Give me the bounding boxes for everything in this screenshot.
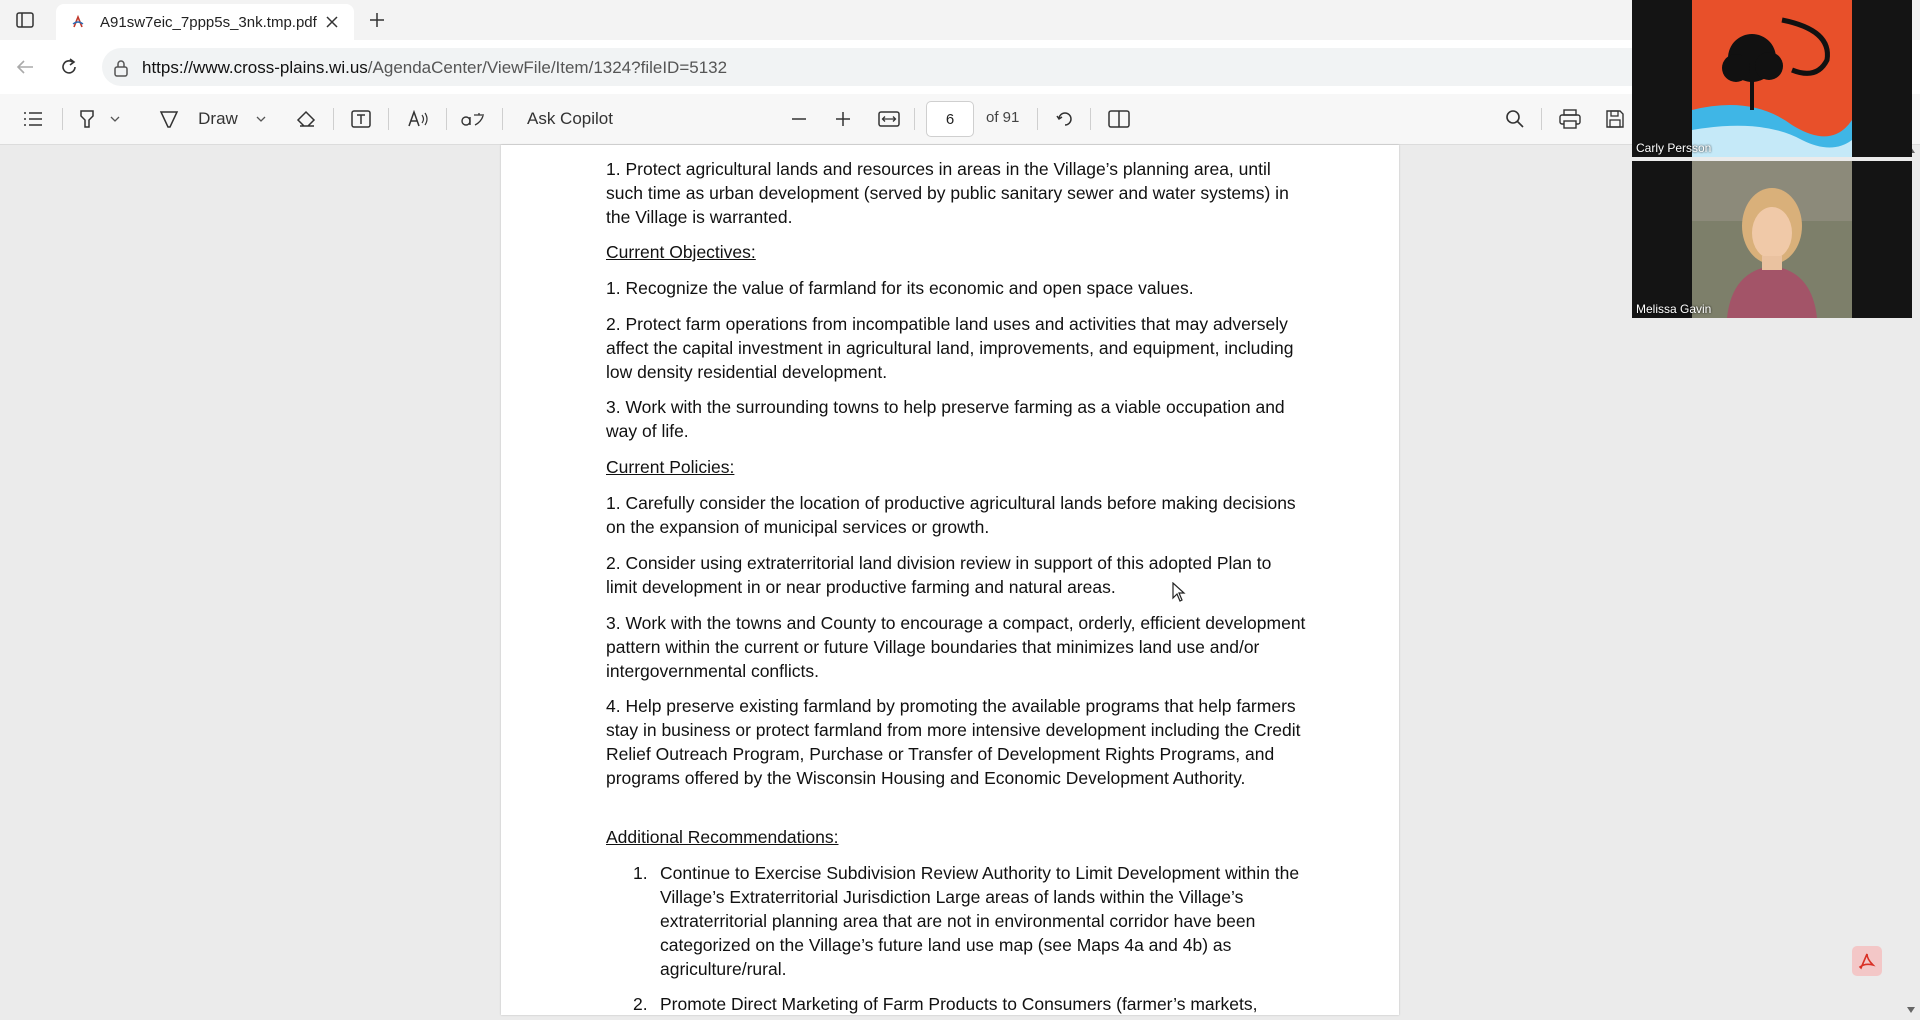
zoom-out-icon[interactable]: [786, 106, 812, 132]
refresh-icon[interactable]: [56, 54, 82, 80]
draw-button[interactable]: Draw: [198, 109, 238, 128]
highlight-icon[interactable]: [74, 106, 100, 132]
rotate-icon[interactable]: [1052, 106, 1078, 132]
heading-current-objectives: Current Objectives:: [606, 242, 756, 262]
participant-1-avatar: [1632, 0, 1912, 157]
mouse-cursor-icon: [1172, 582, 1186, 607]
policy-3: 3. Work with the towns and County to encourage a compact, orderly, efficient development pattern within the current or future Village boundaries that minimizes land use and/or intergovernmental conflicts.: [606, 613, 1306, 681]
table-of-contents-icon[interactable]: [20, 106, 46, 132]
recommendation-2-number: 2.: [633, 994, 648, 1014]
page-view-icon[interactable]: [1106, 106, 1132, 132]
close-tab-icon[interactable]: [320, 10, 344, 34]
recommendation-1-number: 1.: [633, 863, 648, 883]
policy-1: 1. Carefully consider the location of productive agricultural lands before making decisions on the expansion of municipal services or growth.: [606, 493, 1296, 537]
url-text: [142, 58, 727, 78]
policy-4: 4. Help preserve existing farmland by promoting the available programs that help farmers stay in business or protect farmland from more intensive development including the Credit Relief Outreach Program, Purchase or Transfer of Development Rights Programs, and programs offered by the Wisconsin Housing and Economic Development Authority.: [606, 696, 1301, 788]
objective-3: 3. Work with the surrounding towns to help preserve farming as a viable occupation and way of life.: [606, 397, 1285, 441]
new-tab-icon[interactable]: [364, 8, 390, 32]
fit-to-width-icon[interactable]: [876, 106, 902, 132]
text-box-icon[interactable]: [348, 106, 374, 132]
video-tile-participant-1[interactable]: [1632, 0, 1912, 157]
back-icon[interactable]: [12, 54, 38, 80]
tab-actions-icon[interactable]: [12, 8, 38, 32]
page-number-input[interactable]: 6: [926, 101, 974, 137]
draw-icon[interactable]: [156, 106, 182, 132]
url-path: /AgendaCenter/ViewFile/Item/1324?fileID=5132: [367, 58, 728, 77]
translate-icon[interactable]: [458, 106, 488, 132]
ask-copilot-button[interactable]: Ask Copilot: [527, 109, 613, 128]
participant-name: Carly Persson: [1636, 141, 1712, 155]
active-tab[interactable]: [56, 4, 354, 40]
draw-dropdown-chevron-icon[interactable]: [252, 106, 270, 132]
highlight-dropdown-chevron-icon[interactable]: [106, 106, 124, 132]
policy-2: 2. Consider using extraterritorial land division review in support of this adopted Plan to limit development in or near productive farming and natural areas.: [606, 553, 1272, 597]
heading-current-policies: Current Policies:: [606, 457, 735, 477]
search-icon[interactable]: [1502, 106, 1528, 132]
eraser-icon[interactable]: [293, 106, 319, 132]
recommendation-1: Continue to Exercise Subdivision Review Authority to Limit Development within the Village’s Extraterritorial Jurisdiction Large areas of lands within the Village’s extraterritorial planning area that are not in environmental corridor have been categorized on the Village’s future land use map (see Maps 4a and 4b) as agriculture/rural.: [660, 863, 1300, 979]
address-bar[interactable]: [102, 48, 1802, 86]
print-icon[interactable]: [1557, 106, 1583, 132]
page-count: of 91: [986, 109, 1020, 126]
participant-name: Melissa Gavin: [1636, 302, 1712, 316]
paragraph-protect: 1. Protect agricultural lands and resources in areas in the Village’s planning area, until such time as urban development (served by public sanitary sewer and water systems) in the Village is warranted.: [606, 159, 1289, 227]
objective-2: 2. Protect farm operations from incompatible land uses and activities that may adversely affect the capital investment in agricultural land, improvements, and equipment, including low density residential development.: [606, 314, 1294, 382]
acrobat-icon[interactable]: [1852, 946, 1882, 976]
zoom-in-icon[interactable]: [830, 106, 856, 132]
objective-1: 1. Recognize the value of farmland for its economic and open space values.: [606, 278, 1194, 298]
url-host: https://www.cross-plains.wi.us: [142, 58, 368, 77]
participant-2-avatar: [1632, 161, 1912, 318]
save-icon[interactable]: [1602, 106, 1628, 132]
tab-title: A91sw7eic_7ppp5s_3nk.tmp.pdf: [100, 13, 317, 31]
pdf-icon: [70, 14, 86, 30]
pdf-page: [501, 145, 1399, 1015]
heading-additional-recommendations: Additional Recommendations:: [606, 827, 839, 847]
video-tile-participant-2[interactable]: [1632, 161, 1912, 318]
recommendation-2: Promote Direct Marketing of Farm Products to Consumers (farmer’s markets,: [660, 994, 1258, 1014]
read-aloud-icon[interactable]: [404, 106, 432, 132]
lock-icon[interactable]: [112, 59, 130, 77]
